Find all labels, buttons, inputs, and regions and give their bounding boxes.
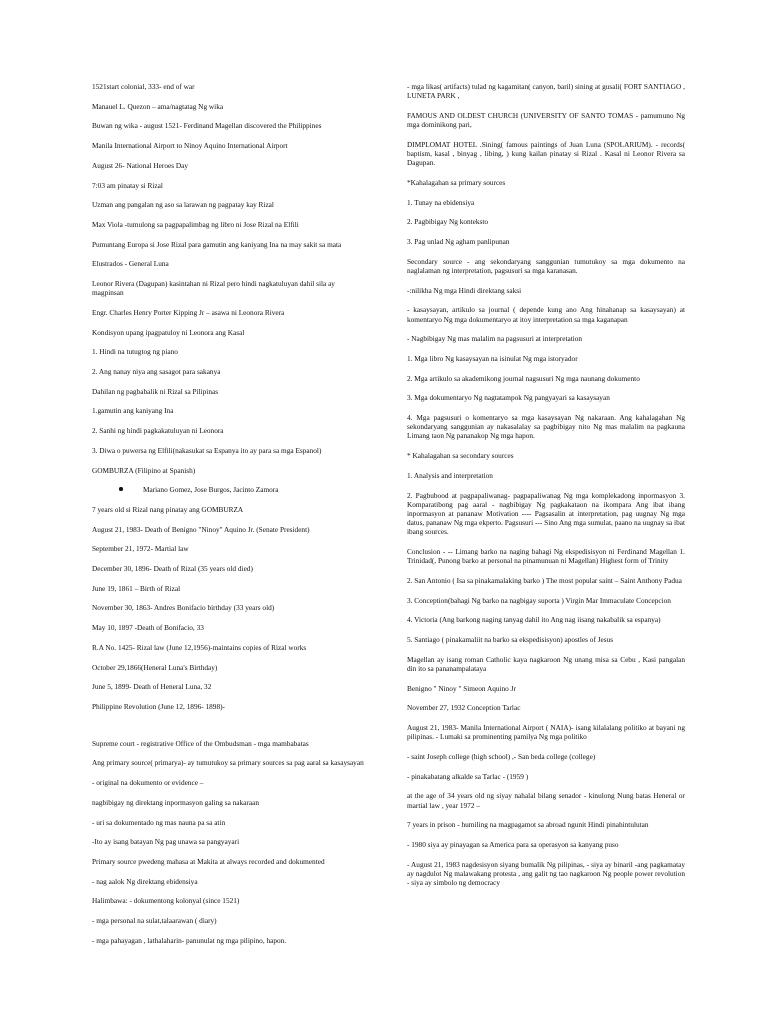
paragraph: Kondisyon upang ipagpatuloy ni Leonora ang Kasal [92,327,245,337]
paragraph: - saint Joseph college (high school) ,- San beda college (college) [407,752,596,762]
paragraph: Magellan ay isang roman Catholic kaya nagkaroon Ng unang misa sa Cebu , Kasi pangalan din ito sa pananampalataya [407,654,685,674]
paragraph: September 21, 1972- Martial law [92,544,189,554]
paragraph: Dahilan ng pagbabalik ni Rizal sa Pilipinas [92,386,219,396]
paragraph: Ang primary source( primarya)- ay tumutukoy sa primary sources sa pag aaral sa kasaysayan [92,758,364,768]
paragraph: 2. Sanhi ng hindi pagkakatuluyan ni Leonora [92,426,224,436]
paragraph: - Nagbibigay Ng mas malalim na pagsusuri at interpretation [407,334,583,344]
right-column [407,82,685,898]
left-bottom-section [92,739,364,945]
paragraph: August 26- National Heroes Day [92,160,189,170]
paragraph: DIMPLOMAT HOTEL .Sining( famous paintings of Juan Luna (SPOLARIUM). - records( baptism, kasal , binyag , libing, ) kung kailan pinatay si Rizal . Kasal ni Leonor Rivera sa Dagupan. [407,139,685,168]
paragraph: FAMOUS AND OLDEST CHURCH (UNIVERSITY OF SANTO TOMAS - pamumuno Ng mga dominikong pari, [407,110,685,130]
right-section [407,82,685,887]
section-gap [92,722,364,739]
paragraph: 1. Analysis and interpretation [407,470,493,480]
paragraph: at the age of 34 years old ng siyay nahalal bilang senador - kinulong Nung batas Heneral or martial law , year 1972 – [407,791,685,810]
paragraph: August 21, 1983- Death of Benigno "Ninoy" Aquino Jr. (Senate President) [92,524,310,534]
paragraph: -:nilikha Ng mga Hindi direktang saksi [407,285,522,295]
paragraph: Halimbawa: - dokumentong kolonyal (since 1521) [92,896,240,906]
paragraph: October 29,1866(Heneral Luna's Birthday) [92,662,218,672]
paragraph: 2. San Antonio ( Isa sa pinakamalaking barko ) The most popular saint – Saint Anthony Padua [407,576,682,585]
paragraph: Manauel L. Quezon – ama/nagtatag Ng wika [92,101,224,111]
paragraph: nagbibigay ng direktang inpormasyon galing sa nakaraan [92,797,259,807]
paragraph: Buwan ng wika - august 1521- Ferdinand Magellan discovered the Philippines [92,121,322,131]
paragraph: Elustrados - General Luna [92,259,169,269]
paragraph: 3. Conception(bahagi Ng barko na nagbigay suporta ) Virgin Mar Immaculate Concepcion [407,595,671,605]
paragraph: 3. Mga dokumentaryo Ng nagtatampok Ng pangyayari sa kasaysayan [407,393,610,403]
paragraph: - 1980 siya ay pinayagan sa America para sa operasyon sa kanyang puso [407,840,619,850]
paragraph: 1. Hindi na tutugtog ng piano [92,347,178,357]
paragraph: November 30, 1863- Andres Bonifacio birthday (33 years old) [92,603,275,613]
paragraph: 1. Tunay na ebidensiya [407,197,475,207]
paragraph: Secondary source - ang sekondaryang sanggunian tumutukoy sa mga dokumento na naglalaman ng interpretation, pagsusuri sa mga karanasan. [407,256,685,275]
paragraph: Manila International Airport to Ninoy Aquino International Airport [92,141,288,151]
paragraph: June 5, 1899- Death of Heneral Luna, 32 [92,682,212,692]
paragraph: August 21, 1983- Manila International Airport ( NAIA)- isang kilalalang politiko at bayani ng pilipinas. - Lumaki sa prominenting pamilya Ng mga politiko [407,723,685,742]
paragraph: Philippine Revolution (June 12, 1896- 1898)- [92,702,225,711]
paragraph: R.A No. 1425- Rizal law (June 12,1956)-maintains copies of Rizal works [92,642,307,652]
paragraph: 1. Mga libro Ng kasaysayan na isinulat Ng mga istoryador [407,353,578,363]
paragraph: 3. Pag unlad Ng agham panlipunan [407,237,510,247]
paragraph: - uri sa dokumentado ng mas nauna pa sa atin [92,817,226,827]
paragraph: - mga likas( artifacts) tulad ng kagamitan( canyon, baril) sining at gusali( FORT SANTIAGO , LUNETA PARK , [407,82,685,101]
paragraph: - pinakabatang alkalde sa Tarlac - (1959 ) [407,771,529,781]
paragraph: 1521start colonial, 333- end of war [92,82,195,91]
paragraph: - mga personal na sulat,talaarawan ( diary) [92,916,217,926]
bullet-icon [119,487,123,491]
paragraph: - August 21, 1983 nagdesisyon siyang bumalik Ng pilipinas, - siya ay binaril -ang pagkamatay ay nagdulot Ng malawakang protesta , ang galit ng tao nagkaroon Ng people power revolution - siya ay simbolo ng democracy [407,859,685,888]
paragraph: 7 years in prison - humiling na magpagamot sa abroad ngunit Hindi pinahintulutan [407,820,649,830]
paragraph: 1.gamutin ang kaniyang Ina [92,406,174,416]
left-top-section [92,82,364,475]
paragraph: - nag aalok Ng direktang ebidensiya [92,876,198,886]
paragraph: 2. Ang nanay niya ang sasagot para sakanya [92,367,221,377]
paragraph: 3. Diwa o puwersa ng Elfili(nakasukat sa Espanya ito ay para sa mga Espanol) [92,445,322,455]
paragraph: Engr. Charles Henry Porter Kipping Jr – asawa ni Leonora Rivera [92,307,285,317]
paragraph: 4. Mga pagsusuri o komentaryo sa mga kasaysayan Ng nakaraan. Ang kahalagahan Ng sekondaryang sanggunian ay nakasalalay sa pagbibigay nito Ng mas malalim na pagkauna Limang taon Ng pananakop Ng mga hapon. [407,413,685,441]
bullet-item [92,485,364,494]
paragraph: 2. Pagbibigay Ng konteksto [407,217,489,227]
paragraph: Leonor Rivera (Dagupan) kasintahan ni Rizal pero hindi nagkatuluyan dahil sila ay magpinsan [92,279,335,298]
paragraph: - original na dokumento or evidence – [92,778,204,788]
paragraph: Pumuntang Europa si Jose Rizal para gamutin ang kaniyang Ina na may sakit sa mata [92,239,342,249]
bullet-text: Mariano Gomez, Jose Burgos, Jacinto Zamora [143,485,279,495]
paragraph: - kasaysayan, artikulo sa journal ( depende kung ano Ang hinahanap sa kasaysayan) at komentaryo Ng mga dokumentaryo at itoy interpretation sa mga kaganapan [407,305,685,324]
paragraph: Conclusion - -- Limang barko na naging bahagi Ng ekspedisisyon ni Ferdinand Magellan 1. Trinidad(, Punong barko at personal na pinamunuan ni Magellan) Highest form of Trinity [407,547,685,566]
paragraph: 2. Pagbubood at pagpapaliwanag- pagpapaliwanag Ng mga komplekadong inpormasyon 3. Komparatibong pag aaral - nagbibigay Ng pagkakataon na ikompara Ang ibat ibang inpormasyon at pananaw Motivation ---- Pagsasalin at interpretation, pag uugnay Ng mga datus, pananaw Ng mga ekperto. Pagsusuri --- Sino Ang mga sumulat, paano na uugnay sa ibat ibang sources. [407,490,685,537]
paragraph: * Kahalagahan sa secondary sources [407,451,514,461]
paragraph: GOMBURZA (Filipino at Spanish) [92,465,196,475]
paragraph: 7:03 am pinatay si Rizal [92,180,163,190]
paragraph: Supreme court - registrative Office of the Ombudsman - mga mambabatas [92,738,309,748]
paragraph: June 19, 1861 – Birth of Rizal [92,583,181,593]
paragraph: 4. Victoria (Ang barkong naging tanyag dahil ito Ang nag iisang nakabalik sa espanya) [407,615,661,625]
paragraph: *Kahalagahan sa primary sources [407,177,506,187]
paragraph: November 27, 1932 Conception Tarlac [407,703,521,713]
paragraph: -Ito ay isang batayan Ng pag unawa sa pangyayari [92,837,240,847]
paragraph: 5. Santiago ( pinakamaliit na barko sa ekspedisisyon) apostles of Jesus [407,635,614,645]
paragraph: Primary source pwedeng mahasa at Makita at always recorded and dokumented [92,856,325,866]
paragraph: December 30, 1896- Death of Rizal (35 years old died) [92,564,253,574]
paragraph: Uzman ang pangalan ng aso sa larawan ng pagpatay kay Rizal [92,200,274,210]
paragraph: Benigno " Ninoy " Simeon Aquino Jr [407,683,516,693]
paragraph: May 10, 1897 -Death of Bonifacio, 33 [92,623,204,633]
paragraph: - mga pahayagan , lathalaharin- panunulat ng mga pilipino, hapon. [92,935,287,945]
paragraph: Max Viola -tumulong sa pagpapalimbag ng libro ni Jose Rizal na Elfili [92,219,299,229]
left-middle-section [92,505,364,711]
paragraph: 7 years old si Rizal nang pinatay ang GOMBURZA [92,504,244,514]
paragraph: 2. Mga artikulo sa akademikong journal nagsusuri Ng mga naunang dokumento [407,373,640,383]
left-column [92,82,364,955]
